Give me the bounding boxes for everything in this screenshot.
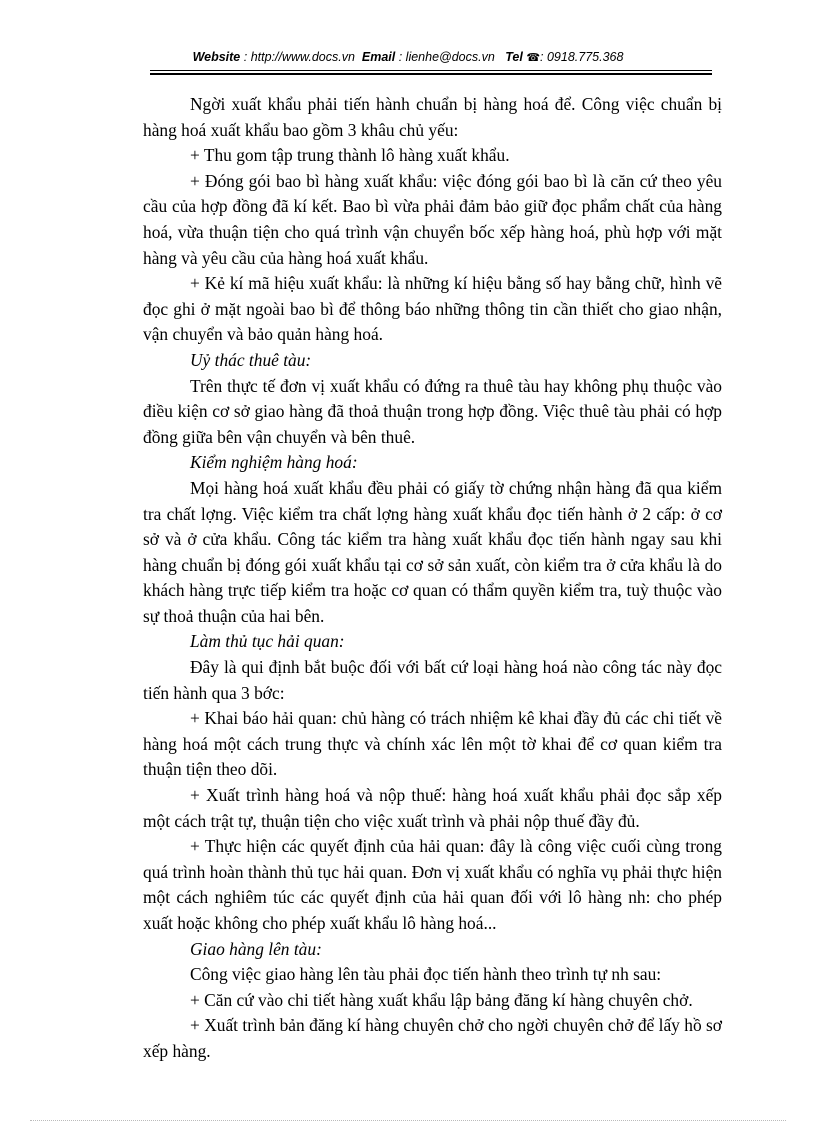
paragraph: Công việc giao hàng lên tàu phải đọc tiến hành theo trình tự nh sau: — [190, 964, 662, 985]
section-heading: Kiểm nghiệm hàng hoá: — [190, 452, 358, 473]
website-label: Website — [192, 50, 241, 64]
website-value: : http://www.docs.vn — [243, 50, 355, 64]
paragraph: Ngời xuất khẩu phải tiến hành chuẩn bị hàng hoá để. Công việc chuẩn bị hàng hoá xuất khẩu bao gồm 3 khâu chủ yếu: — [143, 94, 722, 140]
page-header — [0, 50, 816, 64]
paragraph: + Đóng gói bao bì hàng xuất khẩu: việc đóng gói bao bì là căn cứ theo yêu cầu của hợp đồng đã kí kết. Bao bì vừa phải đảm bảo giữ đọc phẩm chất của hàng hoá, vừa thuận tiện cho quá trình vận chuyển bốc xếp hàng hoá, phù hợp với mặt hàng và yêu cầu của hàng hoá xuất khẩu. — [143, 170, 722, 268]
body-text — [143, 92, 722, 1065]
paragraph: + Thu gom tập trung thành lô hàng xuất khẩu. — [190, 145, 510, 166]
tel-value: : 0918.775.368 — [540, 50, 624, 64]
paragraph: + Kẻ kí mã hiệu xuất khẩu: là những kí hiệu bằng số hay bằng chữ, hình vẽ đọc ghi ở mặt ngoài bao bì để thông báo những thông tin cần thiết cho giao nhận, vận chuyển và bảo quản hàng hoá. — [143, 273, 722, 345]
paragraph: + Xuất trình hàng hoá và nộp thuế: hàng hoá xuất khẩu phải đọc sắp xếp một cách trật tự, thuận tiện cho việc xuất trình và phải nộp thuế đầy đủ. — [143, 785, 722, 831]
email-label: Email — [361, 50, 396, 64]
section-heading: Uỷ thác thuê tàu: — [190, 349, 312, 370]
header-rule-thin — [150, 70, 712, 71]
tel-label: Tel — [505, 50, 523, 64]
paragraph: + Thực hiện các quyết định của hải quan: đây là công việc cuối cùng trong quá trình hoàn thành thủ tục hải quan. Đơn vị xuất khẩu có nghĩa vụ phải thực hiện một cách nghiêm túc các quyết định của hải quan đối với lô hàng nh: cho phép xuất hoặc không cho phép xuất khẩu lô hàng hoá... — [143, 836, 722, 933]
paragraph: + Khai báo hải quan: chủ hàng có trách nhiệm kê khai đầy đủ các chi tiết về hàng hoá một cách trung thực và chính xác lên một tờ khai để cơ quan kiểm tra thuận tiện theo dõi. — [143, 708, 722, 780]
phone-icon: ☎ — [526, 52, 541, 64]
section-heading: Làm thủ tục hải quan: — [190, 631, 345, 652]
email-value: : lienhe@docs.vn — [398, 50, 495, 64]
section-heading: Giao hàng lên tàu: — [190, 938, 322, 959]
paragraph: + Xuất trình bản đăng kí hàng chuyên chở cho ngời chuyên chở để lấy hồ sơ xếp hàng. — [143, 1015, 722, 1061]
paragraph: Trên thực tế đơn vị xuất khẩu có đứng ra thuê tàu hay không phụ thuộc vào điều kiện cơ sở giao hàng đã thoả thuận trong hợp đồng. Việc thuê tàu phải có hợp đồng giữa bên vận chuyển và bên thuê. — [143, 375, 722, 447]
page-bottom-rule — [30, 1120, 786, 1121]
paragraph: + Căn cứ vào chi tiết hàng xuất khẩu lập bảng đăng kí hàng chuyên chở. — [190, 989, 693, 1010]
paragraph: Mọi hàng hoá xuất khẩu đều phải có giấy tờ chứng nhận hàng đã qua kiểm tra chất lợng. Việc kiểm tra chất lợng hàng xuất khẩu đọc tiến hành ở 2 cấp: ở cơ sở và ở cửa khẩu. Công tác kiểm tra hàng xuất khẩu đọc tiến hành ngay sau khi hàng chuẩn bị đóng gói xuất khẩu tại cơ sở sản xuất, còn kiểm tra ở cửa khẩu là do khách hàng trực tiếp kiểm tra hoặc cơ quan có thẩm quyền kiểm tra, tuỳ thuộc vào sự thoả thuận của hai bên. — [143, 477, 722, 626]
paragraph: Đây là qui định bắt buộc đối với bất cứ loại hàng hoá nào công tác này đọc tiến hành qua 3 bớc: — [143, 657, 722, 703]
header-rule-thick — [150, 73, 712, 75]
